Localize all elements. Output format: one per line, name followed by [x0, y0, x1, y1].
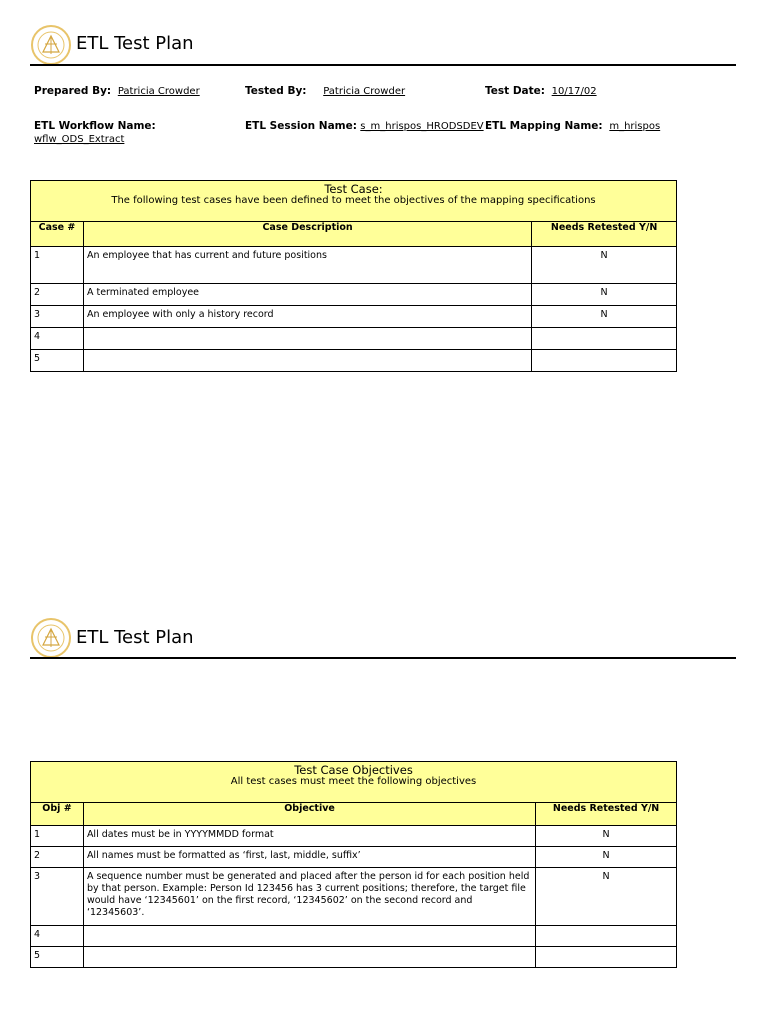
table-row [31, 826, 677, 847]
needs-retested [532, 328, 677, 350]
case-description: A terminated employee [83, 284, 531, 306]
test-date-label: Test Date: [485, 85, 545, 97]
mapping-label: ETL Mapping Name: [485, 120, 603, 132]
objective-text: All dates must be in YYYYMMDD format [83, 826, 535, 847]
case-description: An employee that has current and future positions [83, 247, 531, 284]
workflow-value: wflw_ODS_Extract [34, 134, 125, 145]
obj-number: 1 [31, 826, 84, 847]
objectives-table [30, 761, 677, 968]
obj-number: 2 [31, 847, 84, 868]
table-banner [31, 181, 677, 222]
case-number: 4 [31, 328, 84, 350]
table-row [31, 284, 677, 306]
tested-by-label: Tested By: [245, 85, 307, 97]
page-title: ETL Test Plan [76, 33, 194, 54]
table-banner [31, 762, 677, 803]
tested-by-value: Patricia Crowder [323, 86, 406, 97]
needs-retested: N [536, 847, 677, 868]
needs-retested: N [532, 247, 677, 284]
case-description [83, 328, 531, 350]
col-objective: Objective [83, 803, 535, 826]
needs-retested [536, 926, 677, 947]
case-number: 2 [31, 284, 84, 306]
obj-number: 3 [31, 868, 84, 926]
table-title: Test Case: [324, 182, 383, 196]
table-row [31, 247, 677, 284]
seal-logo-icon [30, 617, 72, 659]
page-title: ETL Test Plan [76, 627, 194, 648]
table-row [31, 306, 677, 328]
session-name [245, 120, 484, 132]
col-obj-number: Obj # [31, 803, 84, 826]
prepared-by [34, 85, 200, 97]
needs-retested: N [532, 306, 677, 328]
mapping-name [485, 120, 660, 132]
objective-text [83, 926, 535, 947]
prepared-by-value: Patricia Crowder [117, 86, 200, 97]
workflow-value-line [34, 133, 124, 145]
table-subtitle: The following test cases have been defined to meet the objectives of the mapping specifications [111, 195, 596, 206]
needs-retested [536, 947, 677, 968]
table-row [31, 328, 677, 350]
table-row [31, 868, 677, 926]
obj-number: 5 [31, 947, 84, 968]
prepared-by-label: Prepared By: [34, 85, 112, 97]
session-label: ETL Session Name: [245, 120, 357, 132]
mapping-value: m_hrispos [609, 121, 661, 132]
needs-retested [532, 350, 677, 372]
needs-retested: N [536, 826, 677, 847]
needs-retested: N [532, 284, 677, 306]
case-number: 5 [31, 350, 84, 372]
objective-text [83, 947, 535, 968]
col-needs-retested: Needs Retested Y/N [536, 803, 677, 826]
column-header-row [31, 222, 677, 247]
column-header-row [31, 803, 677, 826]
table-row [31, 350, 677, 372]
obj-number: 4 [31, 926, 84, 947]
needs-retested: N [536, 868, 677, 926]
case-description [83, 350, 531, 372]
session-value: s_m_hrispos_HRODSDEV [360, 121, 484, 132]
case-number: 3 [31, 306, 84, 328]
table-row [31, 847, 677, 868]
seal-logo-icon [30, 24, 72, 66]
col-case-description: Case Description [83, 222, 531, 247]
table-row [31, 926, 677, 947]
col-needs-retested: Needs Retested Y/N [532, 222, 677, 247]
workflow-name [34, 120, 156, 132]
table-row [31, 947, 677, 968]
case-number: 1 [31, 247, 84, 284]
table-title: Test Case Objectives [294, 763, 413, 777]
header-rule [30, 657, 736, 659]
test-case-table [30, 180, 677, 372]
objective-text: All names must be formatted as ‘first, last, middle, suffix’ [83, 847, 535, 868]
table-subtitle: All test cases must meet the following objectives [230, 776, 477, 787]
tested-by [245, 85, 405, 97]
test-date [485, 85, 597, 97]
workflow-label: ETL Workflow Name: [34, 120, 156, 132]
test-date-value: 10/17/02 [551, 86, 597, 97]
header-rule [30, 64, 736, 66]
col-case-number: Case # [31, 222, 84, 247]
objective-text: A sequence number must be generated and placed after the person id for each position held by that person. Example: Person Id 123456 has 3 current positions; therefore, the target file would have ‘12345601’ on the first record, ‘12345602’ on the second record and ‘12345603’. [83, 868, 535, 926]
case-description: An employee with only a history record [83, 306, 531, 328]
